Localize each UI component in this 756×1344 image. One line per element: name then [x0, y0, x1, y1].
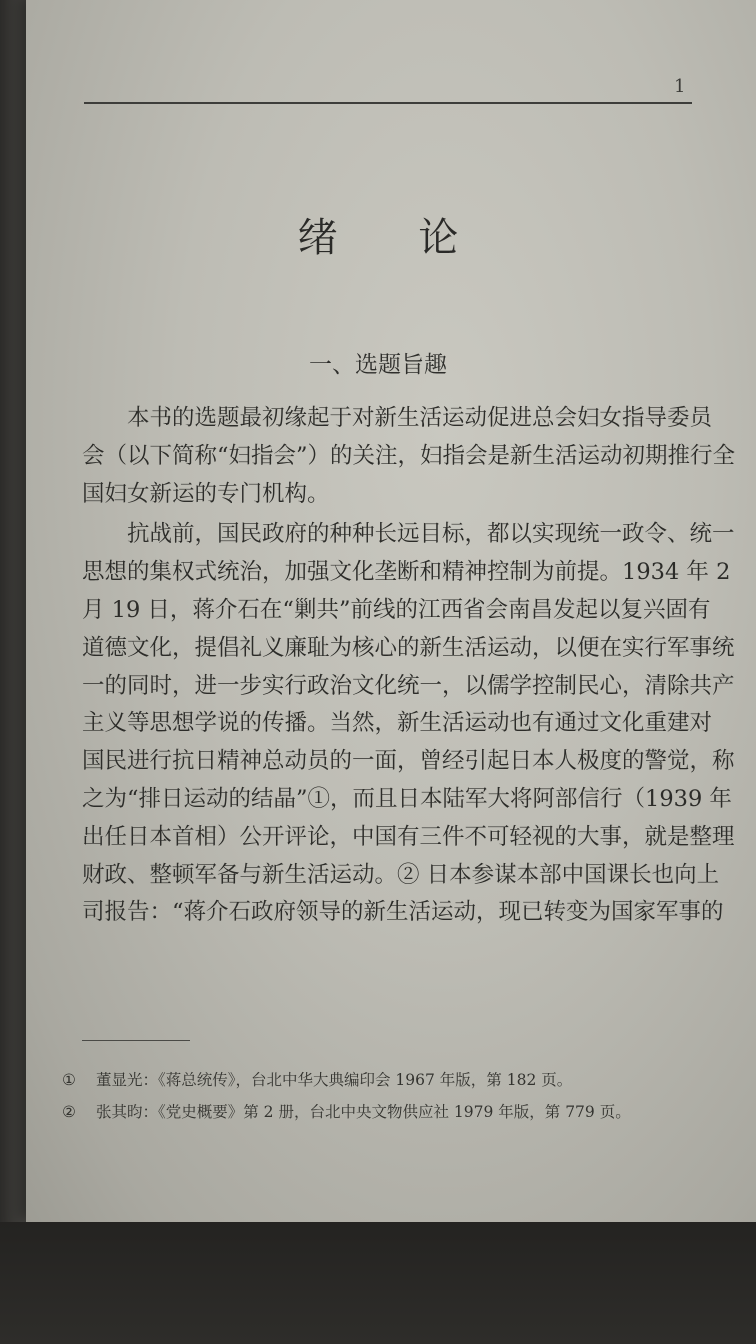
text-line: 抗战前，国民政府的种种长远目标，都以实现统一政令、统一: [82, 521, 735, 548]
text-line: 一的同时，进一步实行政治文化统一，以儒学控制民心，清除共产: [82, 672, 735, 699]
text-line: 本书的选题最初缘起于对新生活运动促进总会妇女指导委员: [82, 405, 713, 431]
text-line: 出任日本首相）公开评论，中国有三件不可轻视的大事，就是整理: [82, 823, 735, 850]
body-text: [82, 400, 736, 932]
text-line: 会（以下简称“妇指会”）的关注，妇指会是新生活运动初期推行全: [82, 442, 736, 469]
paragraph: [82, 516, 735, 932]
text-line: 之为“排日运动的结晶”①，而且日本陆军大将阿部信行（1939 年: [82, 785, 732, 812]
chapter-title: 绪 论: [297, 215, 493, 261]
text-line: 主义等思想学说的传播。当然，新生活运动也有通过文化重建对: [82, 710, 713, 737]
footnotes: [62, 1064, 702, 1128]
section-title: 一、选题旨趣: [309, 352, 447, 378]
text-line: 司报告：“蒋介石政府领导的新生活运动，现已转变为国家军事的: [82, 899, 724, 926]
footnote-text: 董显光：《蒋总统传》，台北中华大典编印会 1967 年版，第 182 页。: [96, 1071, 573, 1089]
footnote-mark: ②: [62, 1103, 76, 1121]
text-line: 月 19 日，蒋介石在“剿共”前线的江西省会南昌发起以复兴固有: [82, 596, 711, 623]
paragraph: [82, 400, 736, 513]
page-number: 1: [674, 76, 686, 97]
text-line: 国民进行抗日精神总动员的一面，曾经引起日本人极度的警觉，称: [82, 748, 735, 775]
text-line: 道德文化，提倡礼义廉耻为核心的新生活运动，以便在实行军事统: [82, 634, 735, 661]
text-line: 思想的集权式统治，加强文化垄断和精神控制为前提。1934 年 2: [82, 559, 731, 586]
footnote-rule: [82, 1040, 190, 1041]
footnote-mark: ①: [62, 1071, 76, 1089]
footnote-text: 张其昀：《党史概要》第 2 册，台北中央文物供应社 1979 年版，第 779 页。: [96, 1103, 631, 1121]
header-rule: [84, 102, 692, 104]
footnote: [62, 1064, 702, 1096]
text-line: 财政、整顿军备与新生活运动。② 日本参谋本部中国课长也向上: [82, 861, 720, 888]
footnote: [62, 1096, 702, 1128]
text-line: 国妇女新运的专门机构。: [82, 480, 330, 507]
table-surface: [0, 1222, 756, 1344]
